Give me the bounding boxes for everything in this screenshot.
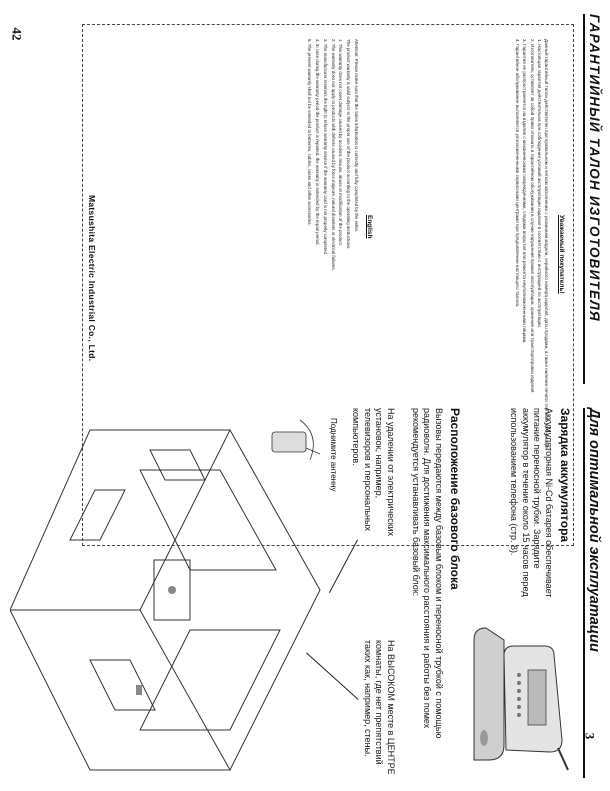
battery-text: Аккумуляторная Ni-Cd батарея обеспечивает питание переносной трубки. Зарядите аккумулятор в течение около 15 часов перед использованием телефона (стр. 8).: [509, 408, 554, 598]
battery-heading: Зарядка аккумулятора: [558, 408, 572, 543]
en-paragraph: Attention: Please make sure that the Sales information is correctly and fully completed by the seller.: [354, 39, 359, 233]
ru-paragraph: 3. Гарантия не распространяется на изделия с механическими повреждениями, следами вскрытия или ремонта неуполномоченными лицами.: [522, 39, 528, 344]
en-paragraph: 5. The present warranty shall not be extended to batteries, cables, cases and other accessories.: [307, 39, 313, 226]
center-text: На ВЫСОКОМ месте в ЦЕНТРЕ комнаты, где нет препятствий таких как, например, стены.: [362, 640, 396, 775]
page-number-right: 3: [582, 732, 598, 740]
en-paragraph: 1. This warranty does not cover damage caused by accident, misuse, abuse or modification of the product.: [338, 39, 344, 246]
warranty-title: ГАРАНТИЙНЫЙ ТАЛОН ИЗГОТОВИТЕЛЯ: [583, 14, 602, 384]
base-text: Вызовы передаются между базовым блоком и переносной трубкой с помощью радиоволн. Для достижения максимального расстояния и работы без помех рекомендуется устанавливать базовый блок:: [410, 408, 444, 739]
room-illustration: [10, 410, 340, 782]
warranty-en-heading: English: [366, 215, 373, 239]
base-heading: Расположение базового блока: [448, 408, 462, 590]
ru-paragraph: 1. Настоящая гарантия действительна при соблюдении условий эксплуатации изделия в соответствии с инструкцией по эксплуатации.: [536, 39, 542, 329]
en-paragraph: 4. In case during the warranty period the product is repaired, the warranty is extended by the repair period.: [315, 39, 321, 246]
ru-paragraph: Данный гарантийный талон действителен при правильном и четком заполнении с указанием модели, серийного номера изделия, даты продажи, а также наличии печати торговой организации.: [544, 39, 549, 452]
company-name: Matsushita Electric Industrial Co., Ltd.: [87, 195, 97, 362]
ru-paragraph: 4. Гарантийное обслуживание выполняется уполномоченными сервисными центрами при предъявлении настоящего талона.: [515, 39, 521, 308]
away-text: На удалении от электрических установок, например, телевизоров и персональных компьютеров.: [351, 408, 396, 537]
page-number-left: 42: [9, 27, 25, 41]
handset-charger-illustration: [464, 620, 574, 780]
antenna-callout: Поднимите антенну: [329, 418, 338, 492]
en-paragraph: 2. The warranty does not apply to products with defects caused by force majeure, natural disasters or electrical failures.: [330, 39, 336, 271]
warranty-ru-heading: Уважаемый покупатель!: [558, 215, 565, 294]
usage-title: Для оптимальной эксплуатации: [583, 408, 602, 778]
ru-paragraph: 2. Изготовитель оставляет за собой право отказать в гарантийном обслуживании в случае нарушения правил эксплуатации, хранения или транспортировки изделия.: [529, 39, 535, 394]
en-paragraph: The product warranty is valid subject to the proper use of the product according to the operating instructions.: [346, 39, 352, 250]
en-paragraph: 3. The manufacturer reserves the right to refuse warranty service if the warranty card is not properly completed.: [322, 39, 328, 256]
